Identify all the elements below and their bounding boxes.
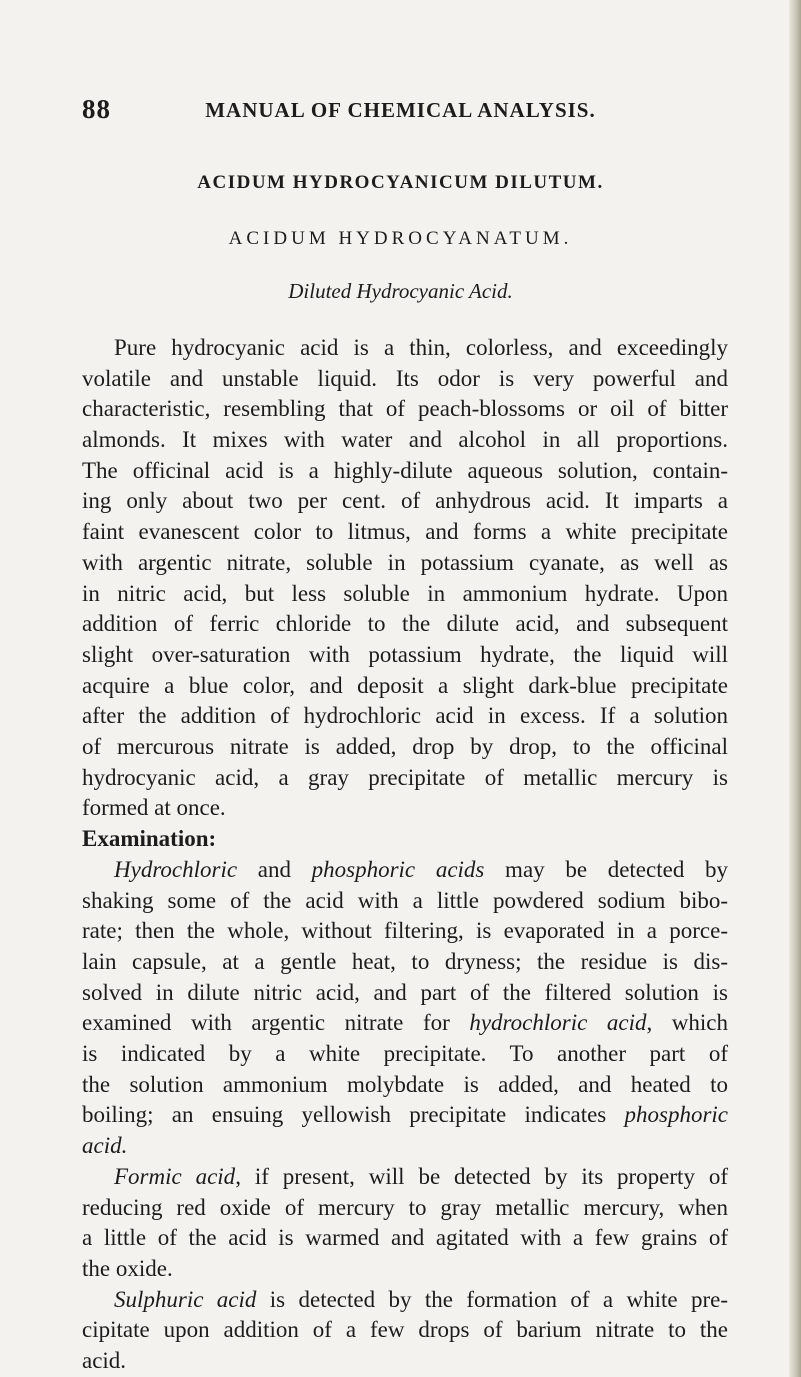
term-phosphoric: phosphoric (624, 1102, 728, 1127)
text-line: boiling; an ensuing yellowish precipitate indicates phosphoric (82, 1102, 728, 1127)
term-phosphoric-acids: phosphoric acids (311, 857, 485, 882)
text-line: volatile and unstable liquid. Its odor is very powerful and (82, 366, 728, 391)
page-number: 88 (82, 94, 111, 124)
text-line: of mercurous nitrate is added, drop by drop, to the officinal (82, 734, 728, 759)
text-line: acquire a blue color, and deposit a slight dark-blue precipitate (82, 673, 728, 698)
text-line: Sulphuric acid is detected by the formation of a white pre- (114, 1287, 728, 1312)
text-line: faint evanescent color to litmus, and forms a white precipitate (82, 519, 728, 544)
text-line: with argentic nitrate, soluble in potassium cyanate, as well as (82, 550, 728, 575)
text-line: Pure hydrocyanic acid is a thin, colorless, and exceedingly (114, 335, 728, 360)
text-line: ing only about two per cent. of anhydrous acid. It imparts a (82, 488, 728, 513)
term-acid: acid. (82, 1133, 128, 1158)
text-line: acid. (82, 1348, 127, 1373)
text-line: a little of the acid is warmed and agitated with a few grains of (82, 1225, 728, 1250)
text-line: shaking some of the acid with a little powdered sodium bibo- (82, 888, 728, 913)
text-line: the solution ammonium molybdate is added, and heated to (82, 1072, 728, 1097)
term-hydrochloric-acid: hydrochloric acid (469, 1010, 647, 1035)
text-line: Formic acid, if present, will be detected by its property of (114, 1164, 728, 1189)
text-line: addition of ferric chloride to the dilute acid, and subsequent (82, 611, 728, 636)
text-line: hydrocyanic acid, a gray precipitate of metallic mercury is (82, 765, 728, 790)
text-line: almonds. It mixes with water and alcohol in all proportions. (82, 427, 728, 452)
section-synonym: ACIDUM HYDROCYANATUM. (228, 228, 573, 249)
text-line: in nitric acid, but less soluble in ammonium hydrate. Upon (82, 581, 728, 606)
examination-label: Examination: (82, 826, 217, 851)
text-line: solved in dilute nitric acid, and part of the filtered solution is (82, 980, 728, 1005)
section-title: ACIDUM HYDROCYANICUM DILUTUM. (197, 172, 604, 193)
text-line: slight over-saturation with potassium hydrate, the liquid will (82, 642, 728, 667)
text-line: characteristic, resembling that of peach-blossoms or oil of bitter (82, 396, 728, 421)
page-edge-shadow (789, 0, 801, 1377)
running-title: MANUAL OF CHEMICAL ANALYSIS. (205, 98, 596, 122)
text-line: formed at once. (82, 795, 226, 820)
text-line: reducing red oxide of mercury to gray metallic mercury, when (82, 1195, 728, 1220)
term-hydrochloric: Hydrochloric (114, 857, 238, 882)
section-english-title: Diluted Hydrocyanic Acid. (288, 279, 513, 303)
term-sulphuric-acid: Sulphuric acid (114, 1287, 257, 1312)
text-line: Hydrochloric and phosphoric acids may be detected by (114, 857, 728, 882)
text-line (82, 1130, 728, 1161)
text-line: is indicated by a white precipitate. To another part of (82, 1041, 728, 1066)
text-line: the oxide. (82, 1256, 173, 1281)
page-header (0, 94, 801, 134)
text-line: rate; then the whole, without filtering, is evaporated in a porce- (82, 918, 728, 943)
text-line: lain capsule, at a gentle heat, to dryness; the residue is dis- (82, 949, 728, 974)
text-line: examined with argentic nitrate for hydrochloric acid, which (82, 1010, 728, 1035)
term-formic-acid: Formic acid (114, 1164, 236, 1189)
text-line: The officinal acid is a highly-dilute aqueous solution, contain- (82, 458, 728, 483)
text-line: after the addition of hydrochloric acid in excess. If a solution (82, 703, 728, 728)
text-line: cipitate upon addition of a few drops of barium nitrate to the (82, 1317, 728, 1342)
